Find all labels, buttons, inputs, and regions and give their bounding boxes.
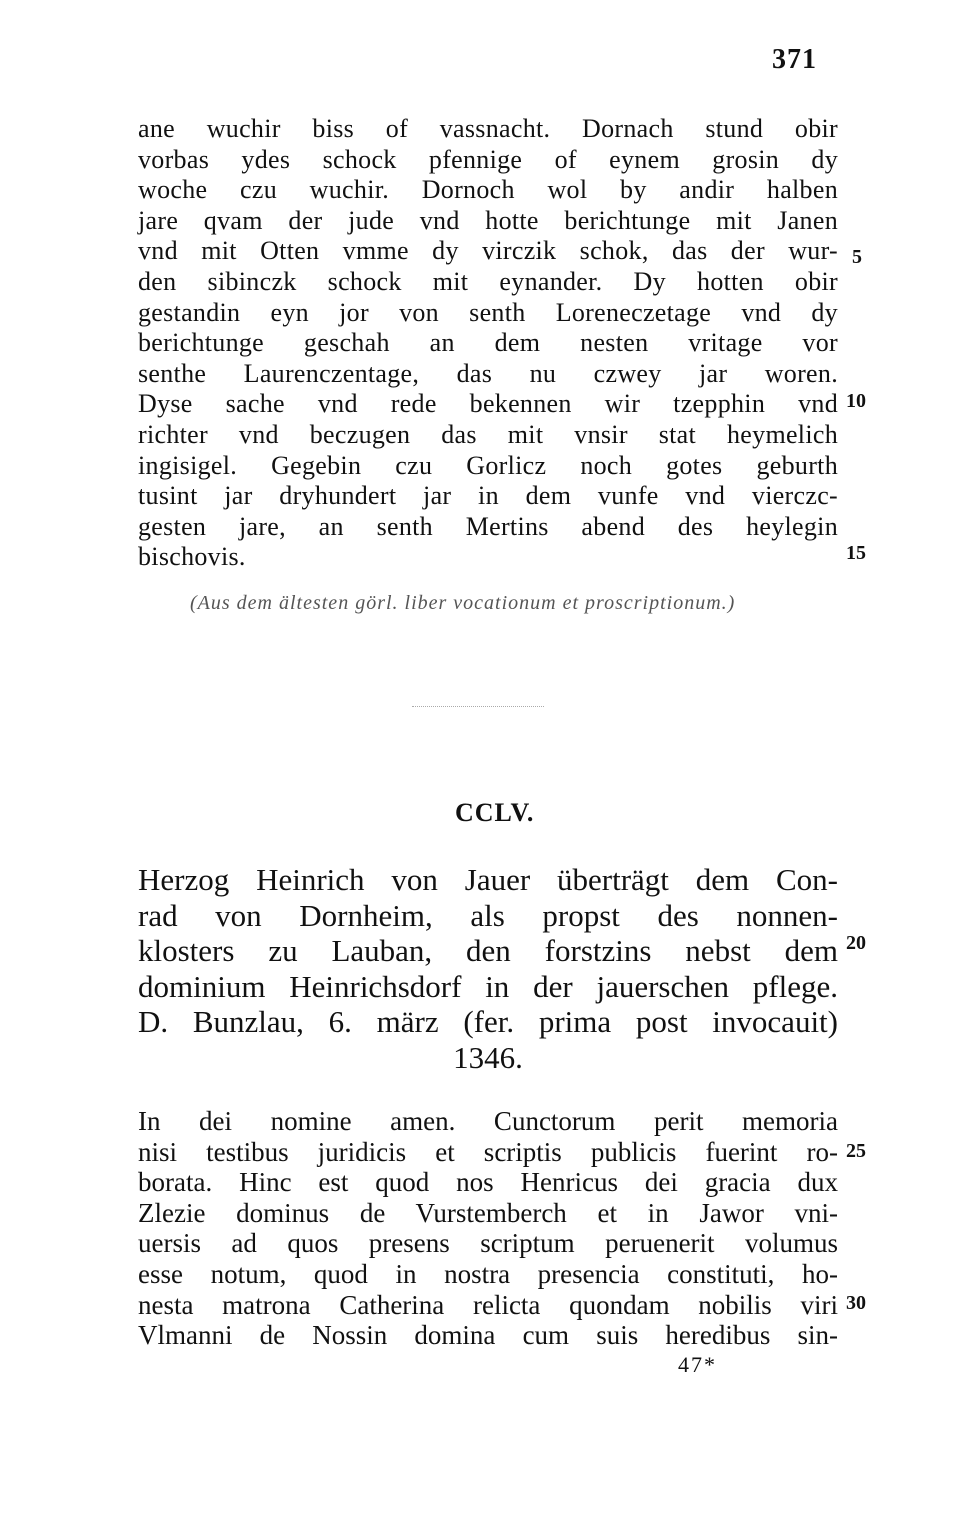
text-line: gestandin eyn jor von senth Loreneczetage vnd dy [138,297,838,327]
text-line: woche czu wuchir. Dornoch wol by andir halben [138,175,838,205]
text-line: bischovis. [138,542,246,572]
document-number: CCLV. [455,798,535,827]
text-line: Zlezie dominus de Vurstemberch et in Jawor vni- [138,1197,838,1228]
source-note: (Aus dem ältesten görl. liber vocationum et proscriptionum.) [190,592,736,614]
signature-mark: 47* [678,1352,717,1377]
text-line: ingisigel. Gegebin czu Gorlicz noch gotes geburth [138,450,838,480]
heading-line: Herzog Heinrich von Jauer überträgt dem Con- [138,862,838,897]
line-number-5: 5 [852,246,862,268]
section-divider [412,706,544,707]
text-line: vnd mit Otten vmme dy virczik schok, das der wur- [138,236,838,266]
continuation-text [138,114,838,573]
heading-line: klosters zu Lauban, den forstzins nebst dem [138,933,838,969]
line-number-30: 30 [846,1292,866,1314]
heading-line: rad von Dornheim, als propst des nonnen- [138,897,838,933]
text-line: Vlmanni de Nossin domina cum suis heredibus sin- [138,1320,838,1351]
heading-line: D. Bunzlau, 6. märz (fer. prima post invocauit) [138,1004,838,1040]
heading-date: 1346. [453,1039,523,1075]
text-line: borata. Hinc est quod nos Henricus dei gracia dux [138,1167,838,1198]
text-line: den sibinczk schock mit eynander. Dy hotten obir [138,266,838,296]
text-line: vorbas ydes schock pfennige of eynem grosin dy [138,144,838,174]
text-line: gesten jare, an senth Mertins abend des heylegin [138,511,838,541]
text-line: nesta matrona Catherina relicta quondam nobilis viri [138,1289,838,1320]
text-line: Dyse sache vnd rede bekennen wir tzepphin vnd [138,389,838,419]
line-number-15: 15 [846,542,866,564]
text-line: jare qvam der jude vnd hotte berichtunge mit Janen [138,205,838,235]
text-line: berichtunge geschah an dem nesten vritage vor [138,328,838,358]
line-number-10: 10 [846,390,866,412]
document-heading [138,862,838,1076]
page-number: 371 [772,44,817,75]
text-line: In dei nomine amen. Cunctorum perit memoria [138,1106,838,1136]
text-line: esse notum, quod in nostra presencia constituti, ho- [138,1258,838,1289]
line-number-25: 25 [846,1140,866,1162]
heading-line: dominium Heinrichsdorf in der jauerschen pflege. [138,968,838,1004]
text-line: richter vnd beczugen das mit vnsir stat heymelich [138,419,838,449]
text-line: tusint jar dryhundert jar in dem vunfe vnd vierczc- [138,481,838,511]
text-line: uersis ad quos presens scriptum peruenerit volumus [138,1228,838,1259]
charter-text [138,1106,838,1351]
text-line: ane wuchir biss of vassnacht. Dornach stund obir [138,114,838,143]
line-number-20: 20 [846,932,866,954]
text-line: nisi testibus juridicis et scriptis publicis fuerint ro- [138,1136,838,1167]
text-line: senthe Laurenczentage, das nu czwey jar woren. [138,358,838,388]
